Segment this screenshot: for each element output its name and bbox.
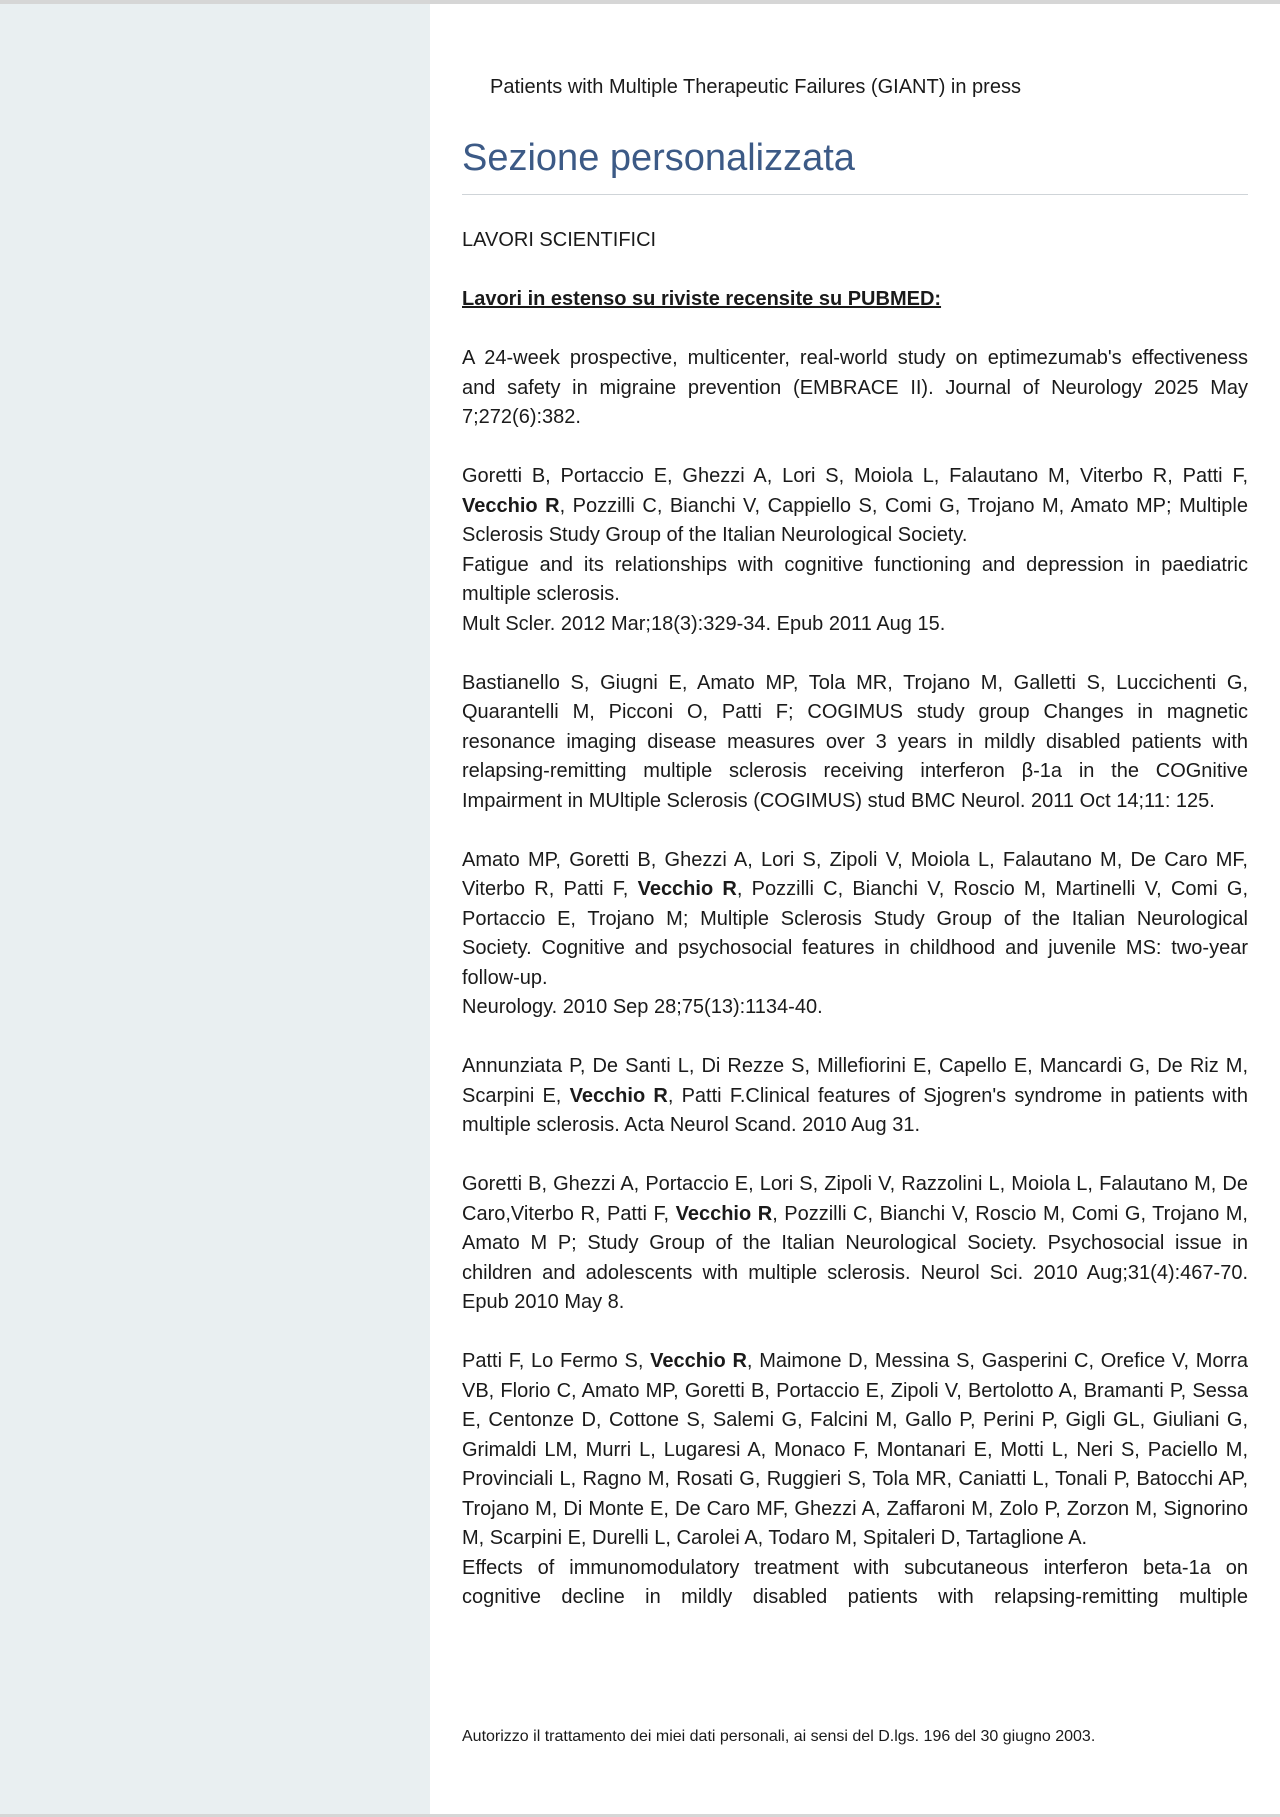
entry-text: , Pozzilli C, Bianchi V, Roscio M, Comi G, Trojano M, Amato M P; Study Group of the Italian Neurological Society. Psychosocial issue in children and adolescents with multiple sclerosis. Neurol Sci. 2010 Aug;31(4):467-70. Epub 2010 May 8.: [462, 1202, 1248, 1313]
entry-text: , Pozzilli C, Bianchi V, Cappiello S, Comi G, Trojano M, Amato MP; Multiple Sclerosis Study Group of the Italian Neurological Society.: [462, 494, 1248, 546]
publication-entry-6: [462, 1170, 1248, 1318]
entry-title: Effects of immunomodulatory treatment with subcutaneous interferon beta-1a on cognitive decline in mildly disabled patients with relapsing-remitting multiple: [462, 1556, 1248, 1608]
subsection-heading: Lavori in estenso su riviste recensite su PUBMED:: [462, 288, 942, 310]
entry-title: Fatigue and its relationships with cognitive functioning and depression in paediatric multiple sclerosis.: [462, 553, 1248, 605]
highlighted-author: Vecchio R: [462, 494, 560, 517]
entry-authors: [462, 846, 1248, 994]
entry-text: Annunziata P, De Santi L, Di Rezze S, Millefiorini E, Capello E, Mancardi G, De Riz M, Scarpini E,: [462, 1055, 1248, 1107]
left-sidebar-panel: [0, 4, 430, 1814]
continued-text-line: Patients with Multiple Therapeutic Failures (GIANT) in press: [490, 76, 1021, 98]
section-title: Sezione personalizzata: [462, 134, 1248, 195]
publication-entry-1: [462, 344, 1248, 433]
entry-text: , Patti F.Clinical features of Sjogren's syndrome in patients with multiple sclerosis. Acta Neurol Scand. 2010 Aug 31.: [462, 1084, 1248, 1136]
category-label: LAVORI SCIENTIFICI: [462, 229, 657, 251]
entry-citation: Mult Scler. 2012 Mar;18(3):329-34. Epub 2011 Aug 15.: [462, 612, 946, 635]
entry-text: Amato MP, Goretti B, Ghezzi A, Lori S, Zipoli V, Moiola L, Falautano M, De Caro MF, Viterbo R, Patti F,: [462, 848, 1248, 900]
publication-entry-5: [462, 1052, 1248, 1141]
entry-text: Goretti B, Portaccio E, Ghezzi A, Lori S, Moiola L, Falautano M, Viterbo R, Patti F,: [462, 465, 1248, 487]
highlighted-author: Vecchio R: [650, 1350, 747, 1372]
entry-text: , Pozzilli C, Bianchi V, Roscio M, Martinelli V, Comi G, Portaccio E, Trojano M; Multiple Sclerosis Study Group of the Italian Neurological Society. Cognitive and psychosocial features in childhood and juvenile MS: two-year follow-up.: [462, 878, 1248, 989]
highlighted-author: Vecchio R: [569, 1084, 668, 1107]
publication-entry-4: [462, 846, 1248, 1023]
publication-entry-3: [462, 669, 1248, 817]
entry-authors: [462, 1347, 1248, 1554]
entry-text: Goretti B, Ghezzi A, Portaccio E, Lori S, Zipoli V, Razzolini L, Moiola L, Falautano M, De Caro,Viterbo R, Patti F,: [462, 1173, 1248, 1225]
highlighted-author: Vecchio R: [637, 878, 737, 900]
publication-entry-2: [462, 462, 1248, 639]
highlighted-author: Vecchio R: [675, 1202, 773, 1225]
entry-citation: Neurology. 2010 Sep 28;75(13):1134-40.: [462, 996, 823, 1018]
entry-text: , Maimone D, Messina S, Gasperini C, Orefice V, Morra VB, Florio C, Amato MP, Goretti B, Portaccio E, Zipoli V, Bertolotto A, Bramanti P, Sessa E, Centonze D, Cottone S, Salemi G, Falcini M, Gallo P, Perini P, Gigli GL, Giuliani G, Grimaldi LM, Murri L, Lugaresi A, Monaco F, Montanari E, Motti L, Neri S, Paciello M, Provinciali L, Ragno M, Rosati G, Ruggieri S, Tola MR, Caniatti L, Tonali P, Batocchi AP, Trojano M, Di Monte E, De Caro MF, Ghezzi A, Zaffaroni M, Zolo P, Zorzon M, Signorino M, Scarpini E, Durelli L, Carolei A, Todaro M, Spitaleri D, Tartaglione A.: [462, 1350, 1248, 1549]
entry-authors: [462, 462, 1248, 551]
publications-section: [462, 226, 1248, 1613]
entry-text: Bastianello S, Giugni E, Amato MP, Tola MR, Trojano M, Galletti S, Luccichenti G, Quarantelli M, Picconi O, Patti F; COGIMUS study group Changes in magnetic resonance imaging disease measures over 3 years in mildly disabled patients with relapsing-remitting multiple sclerosis receiving interferon β-1a in the COGnitive Impairment in MUltiple Sclerosis (COGIMUS) stud BMC Neurol. 2011 Oct 14;11: 125.: [462, 671, 1248, 812]
entry-text: A 24-week prospective, multicenter, real-world study on eptimezumab's effectiveness and safety in migraine prevention (EMBRACE II). Journal of Neurology 2025 May 7;272(6):382.: [462, 347, 1248, 428]
publication-entry-7: [462, 1347, 1248, 1613]
entry-text: Patti F, Lo Fermo S,: [462, 1350, 651, 1372]
privacy-consent-footer: Autorizzo il trattamento dei miei dati personali, ai sensi del D.lgs. 196 del 30 giugno 2003.: [462, 1728, 1096, 1745]
